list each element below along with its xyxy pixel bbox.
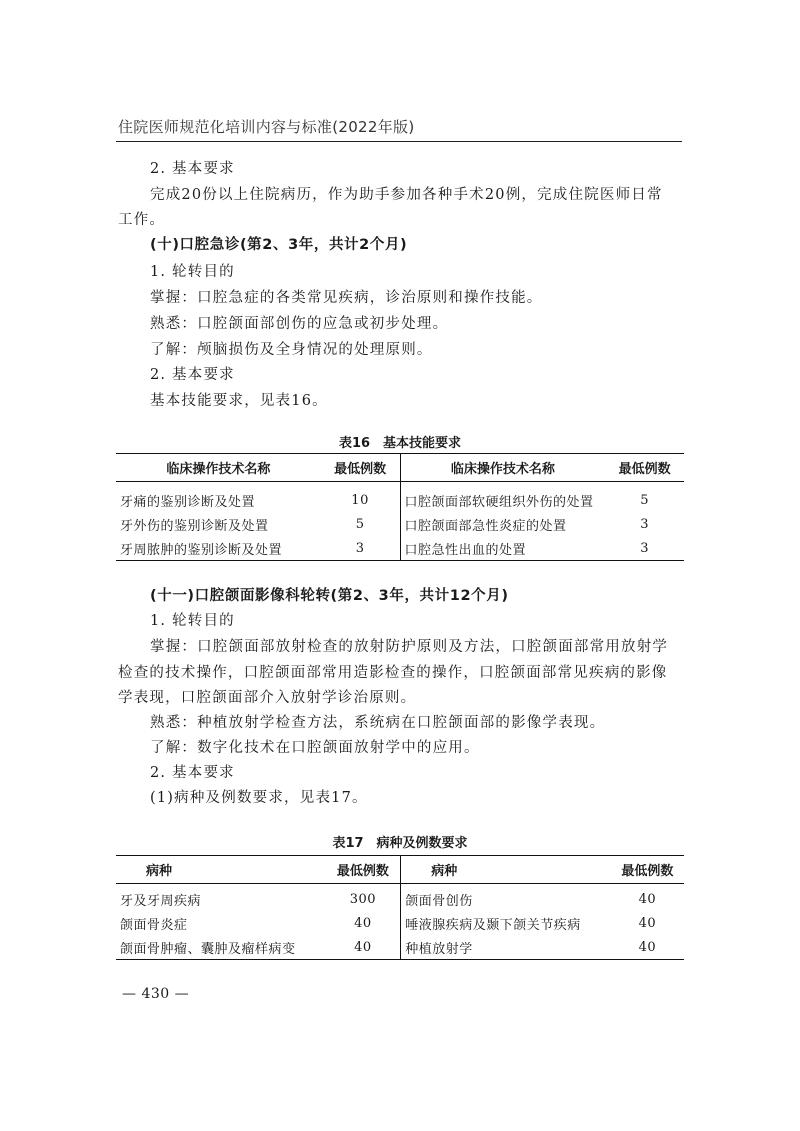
master-text: 掌握：口腔急症的各类常见疾病，诊治原则和操作技能。	[150, 290, 543, 306]
skills-table	[116, 453, 684, 561]
table-cell: 3	[605, 536, 684, 561]
page-number: — 430 —	[122, 986, 190, 1002]
master-text-line: 检查的技术操作，口腔颌面部常用造影检查的操作，口腔颌面部常见疾病的影像	[118, 665, 668, 681]
section-heading: (十一)口腔颌面影像科轮转(第2、3年，共计12个月)	[150, 588, 509, 604]
table-cell: 颌面骨炎症	[120, 917, 188, 933]
rotation-goal-title: 1. 轮转目的	[150, 613, 235, 629]
table-row	[116, 536, 684, 561]
table-cell: 3	[640, 516, 649, 532]
master-text-line: 掌握：口腔颌面部放射检查的放射防护原则及方法，口腔颌面部常用放射学	[150, 639, 669, 655]
column-header: 临床操作技术名称	[400, 454, 605, 482]
understand-text: 了解：数字化技术在口腔颌面放射学中的应用。	[150, 740, 480, 756]
table-cell: 40	[326, 935, 401, 960]
paragraph-line: 工作。	[118, 212, 166, 228]
requirements-text: 基本技能要求，见表16。	[150, 393, 328, 409]
table-row	[116, 911, 684, 935]
column-header: 最低例数	[611, 856, 684, 884]
column-header: 病种	[116, 856, 326, 884]
table-row	[116, 884, 684, 912]
understand-text: 了解：颅脑损伤及全身情况的处理原则。	[150, 342, 433, 358]
column-header: 病种	[401, 856, 611, 884]
column-header: 最低例数	[321, 454, 400, 482]
table-cell: 口腔颌面部软硬组织外伤的处置	[404, 494, 594, 510]
paragraph-line: 完成20份以上住院病历，作为助手参加各种手术20例，完成住院医师日常	[150, 187, 663, 203]
table-cell: 5	[321, 512, 400, 536]
basic-requirements-title: 2. 基本要求	[150, 367, 235, 383]
requirements-text: (1)病种及例数要求，见表17。	[150, 790, 368, 806]
table-cell: 口腔急性出血的处置	[400, 536, 605, 561]
table-cell: 牙外伤的鉴别诊断及处置	[120, 518, 269, 534]
table-cell: 牙痛的鉴别诊断及处置	[120, 494, 256, 510]
familiar-text: 熟悉：口腔颌面部创伤的应急或初步处理。	[150, 316, 449, 332]
table-cell: 40	[326, 911, 401, 935]
section-heading: (十)口腔急诊(第2、3年，共计2个月)	[150, 237, 408, 253]
table-row	[116, 482, 684, 513]
table-row	[116, 512, 684, 536]
table-cell: 40	[611, 935, 684, 960]
column-header: 最低例数	[605, 454, 684, 482]
table-caption: 表16 基本技能要求	[338, 436, 462, 451]
disease-cases-table	[116, 855, 684, 960]
table-caption: 表17 病种及例数要求	[332, 836, 468, 851]
basic-requirements-title: 2. 基本要求	[150, 161, 235, 177]
table-cell: 3	[321, 536, 400, 561]
header-divider	[116, 141, 682, 142]
table-cell: 颌面骨肿瘤、囊肿及瘤样病变	[116, 935, 326, 960]
table-cell: 种植放射学	[401, 935, 611, 960]
table-cell: 300	[326, 884, 401, 912]
column-header: 临床操作技术名称	[116, 454, 321, 482]
table-row	[116, 935, 684, 960]
table-cell: 5	[640, 492, 649, 508]
table-cell: 40	[638, 915, 657, 931]
table-cell: 唾液腺疾病及颞下颌关节疾病	[405, 917, 581, 933]
master-text-line: 学表现，口腔颌面部介入放射学诊治原则。	[118, 690, 417, 706]
column-header: 最低例数	[326, 856, 401, 884]
table-cell: 40	[638, 891, 657, 907]
table-cell: 颌面骨创伤	[405, 893, 473, 909]
table-cell: 10	[321, 482, 400, 513]
running-header: 住院医师规范化培训内容与标准(2022年版)	[118, 118, 415, 136]
table-cell: 口腔颌面部急性炎症的处置	[404, 518, 567, 534]
table-cell: 牙及牙周疾病	[120, 893, 202, 909]
rotation-goal-title: 1. 轮转目的	[150, 264, 235, 280]
table-cell: 牙周脓肿的鉴别诊断及处置	[116, 536, 321, 561]
familiar-text: 熟悉：种植放射学检查方法，系统病在口腔颌面部的影像学表现。	[150, 715, 606, 731]
basic-requirements-title: 2. 基本要求	[150, 765, 235, 781]
